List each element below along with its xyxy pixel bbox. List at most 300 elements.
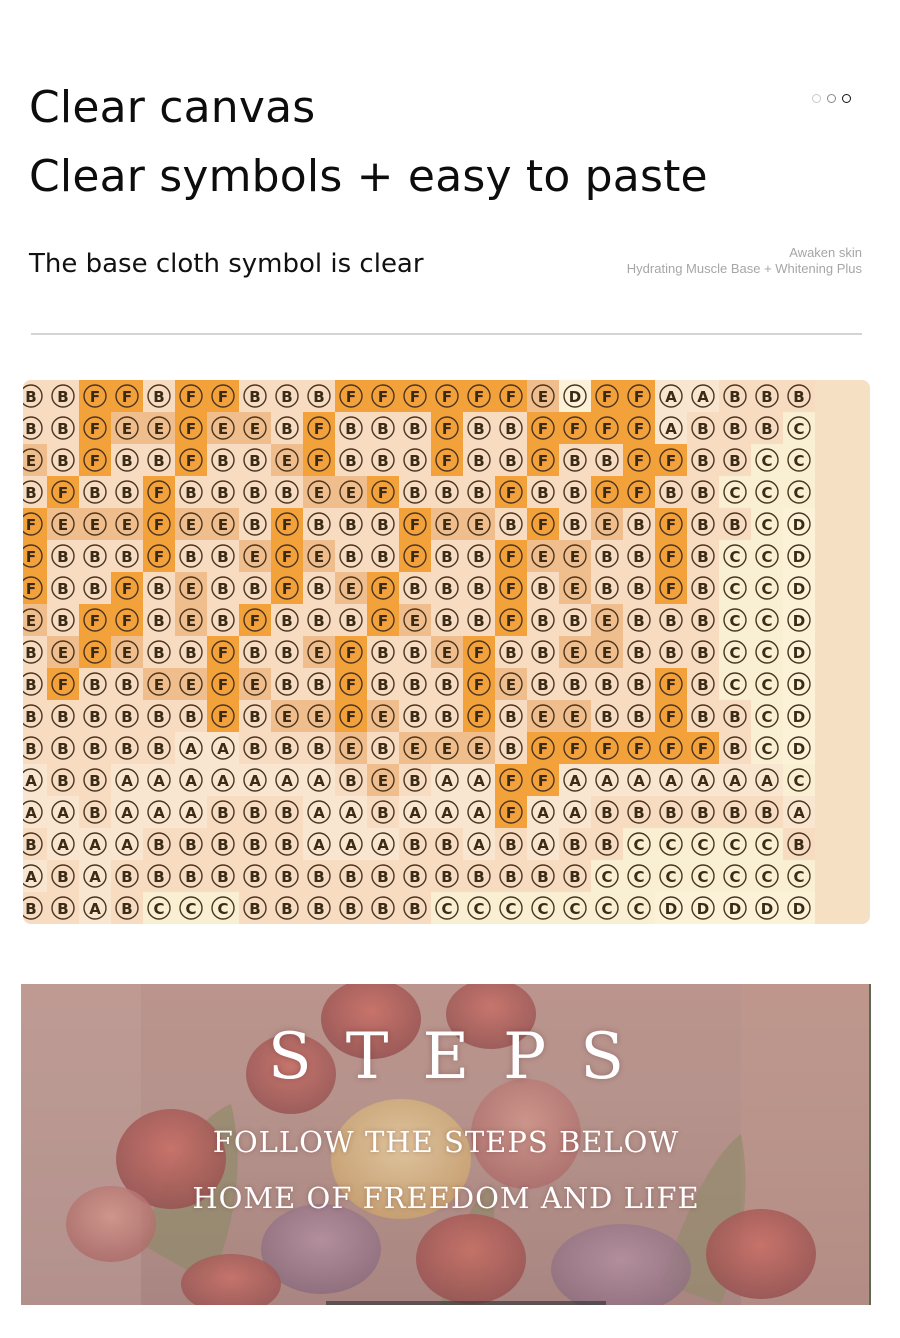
grid-symbol-letter: D [792,580,806,598]
grid-symbol-letter: F [601,484,613,502]
grid-symbol-letter: F [377,580,389,598]
grid-symbol-letter: F [121,612,133,630]
grid-symbol-letter: F [25,548,37,566]
grid-symbol-letter: B [473,484,485,502]
grid-symbol-letter: E [249,548,261,566]
grid-symbol-letter: A [697,772,709,790]
grid-symbol-letter: B [569,868,581,886]
grid-symbol-letter: B [409,420,421,438]
grid-symbol-letter: F [537,452,549,470]
grid-symbol-letter: B [601,708,613,726]
grid-symbol-letter: D [792,900,806,918]
grid-symbol-letter: F [569,420,581,438]
grid-symbol-letter: B [57,580,69,598]
grid-symbol-letter: F [505,612,517,630]
grid-symbol-letter: F [89,644,101,662]
grid-symbol-letter: F [601,740,613,758]
grid-symbol-letter: B [345,612,357,630]
grid-symbol-letter: F [601,420,613,438]
grid-symbol-letter: B [441,548,453,566]
grid-symbol-letter: B [281,388,293,406]
steps-line-1: FOLLOW THE STEPS BELOW [212,1125,680,1159]
grid-symbol-letter: E [313,548,325,566]
grid-symbol-letter: B [25,740,37,758]
grid-symbol-letter: A [377,836,389,854]
grid-symbol-letter: C [537,900,549,918]
grid-symbol-letter: B [409,644,421,662]
grid-symbol-letter: F [89,388,101,406]
grid-symbol-letter: C [761,708,773,726]
grid-symbol-letter: B [761,388,773,406]
grid-symbol-letter: C [601,868,613,886]
grid-symbol-letter: F [665,452,677,470]
grid-symbol-letter: B [185,644,197,662]
grid-symbol-letter: B [537,612,549,630]
grid-symbol-letter: B [409,900,421,918]
grid-symbol-letter: B [89,804,101,822]
grid-symbol-letter: F [633,452,645,470]
pager-dot-2[interactable] [827,94,836,103]
grid-symbol-letter: B [217,484,229,502]
grid-symbol-letter: A [185,772,197,790]
grid-symbol-letter: B [153,452,165,470]
grid-symbol-letter: B [25,420,37,438]
grid-symbol-letter: B [473,580,485,598]
grid-symbol-letter: A [665,388,677,406]
grid-symbol-letter: B [57,900,69,918]
grid-symbol-letter: A [761,772,773,790]
grid-symbol-letter: A [121,836,133,854]
grid-symbol-letter: A [57,836,69,854]
grid-symbol-letter: F [505,580,517,598]
grid-symbol-letter: E [313,708,325,726]
grid-symbol-letter: E [409,612,421,630]
steps-banner [21,984,871,1305]
grid-symbol-letter: B [89,740,101,758]
grid-symbol-letter: B [377,740,389,758]
grid-symbol-letter: B [377,644,389,662]
grid-symbol-letter: B [729,740,741,758]
grid-symbol-letter: C [217,900,229,918]
grid-symbol-letter: C [761,452,773,470]
grid-symbol-letter: B [569,484,581,502]
grid-symbol-letter: A [185,740,197,758]
divider [31,333,862,335]
grid-symbol-letter: D [728,900,742,918]
grid-symbol-letter: C [761,612,773,630]
grid-symbol-letter: A [601,772,613,790]
grid-symbol-letter: F [473,676,485,694]
grid-symbol-letter: F [121,580,133,598]
grid-symbol-letter: E [217,516,229,534]
grid-symbol-letter: B [697,644,709,662]
grid-symbol-letter: C [729,612,741,630]
grid-symbol-letter: A [665,772,677,790]
grid-symbol-letter: B [697,452,709,470]
grid-symbol-letter: B [505,740,517,758]
grid-symbol-letter: F [345,676,357,694]
grid-symbol-letter: E [25,612,37,630]
grid-symbol-letter: E [537,548,549,566]
grid-symbol-letter: B [249,804,261,822]
grid-symbol-letter: B [729,452,741,470]
grid-symbol-letter: B [601,836,613,854]
grid-symbol-letter: B [345,548,357,566]
grid-symbol-letter: C [729,868,741,886]
grid-symbol-letter: F [57,484,69,502]
grid-symbol-letter: B [473,452,485,470]
grid-symbol-letter: D [792,516,806,534]
grid-symbol-letter: D [568,388,582,406]
grid-symbol-letter: A [793,804,805,822]
pager-dot-3[interactable] [842,94,851,103]
grid-symbol-letter: B [601,580,613,598]
grid-symbol-letter: B [57,548,69,566]
grid-symbol-letter: D [792,740,806,758]
grid-symbol-letter: F [665,548,677,566]
grid-symbol-letter: B [25,900,37,918]
grid-symbol-letter: E [153,420,165,438]
grid-symbol-letter: B [217,804,229,822]
grid-symbol-letter: B [697,708,709,726]
grid-symbol-letter: C [569,900,581,918]
grid-symbol-letter: C [761,676,773,694]
grid-symbol-letter: F [665,740,677,758]
grid-symbol-letter: F [57,676,69,694]
grid-symbol-letter: D [792,676,806,694]
grid-symbol-letter: B [57,740,69,758]
grid-symbol-letter: B [25,388,37,406]
grid-symbol-letter: B [313,868,325,886]
grid-symbol-letter: E [345,580,357,598]
grid-symbol-letter: B [601,676,613,694]
grid-symbol-letter: F [537,516,549,534]
grid-symbol-letter: C [793,772,805,790]
grid-symbol-letter: B [569,836,581,854]
grid-symbol-letter: B [89,708,101,726]
grid-symbol-letter: F [441,388,453,406]
grid-symbol-letter: F [601,388,613,406]
grid-symbol-letter: B [665,644,677,662]
symbol-grid-svg [23,380,870,924]
grid-symbol-letter: B [153,388,165,406]
grid-symbol-letter: E [537,388,549,406]
grid-symbol-letter: B [249,388,261,406]
grid-symbol-letter: B [281,740,293,758]
grid-symbol-letter: C [729,580,741,598]
grid-symbol-letter: B [409,676,421,694]
grid-symbol-letter: F [697,740,709,758]
grid-symbol-letter: B [601,452,613,470]
grid-symbol-letter: C [761,484,773,502]
grid-symbol-letter: B [569,452,581,470]
grid-symbol-letter: B [697,676,709,694]
grid-symbol-letter: B [217,836,229,854]
grid-symbol-letter: B [729,516,741,534]
grid-symbol-letter: B [377,452,389,470]
grid-symbol-letter: B [345,420,357,438]
canvas-symbol-grid [23,380,870,924]
grid-symbol-letter: B [537,868,549,886]
grid-symbol-letter: B [25,676,37,694]
grid-symbol-letter: B [441,580,453,598]
grid-symbol-letter: C [729,484,741,502]
grid-symbol-letter: C [441,900,453,918]
grid-symbol-letter: A [473,772,485,790]
grid-symbol-letter: E [217,420,229,438]
grid-symbol-letter: F [665,580,677,598]
grid-symbol-letter: B [441,612,453,630]
grid-symbol-letter: E [473,740,485,758]
grid-symbol-letter: D [792,644,806,662]
grid-symbol-letter: F [153,484,165,502]
grid-symbol-letter: F [217,644,229,662]
grid-symbol-letter: E [25,452,37,470]
grid-symbol-letter: D [792,708,806,726]
grid-symbol-letter: F [185,388,197,406]
grid-symbol-letter: F [345,388,357,406]
grid-symbol-letter: B [185,868,197,886]
grid-symbol-letter: B [313,612,325,630]
grid-symbol-letter: B [665,612,677,630]
grid-symbol-letter: B [473,612,485,630]
grid-symbol-letter: E [505,676,517,694]
grid-symbol-letter: B [313,900,325,918]
grid-symbol-letter: B [441,836,453,854]
grid-symbol-letter: B [153,868,165,886]
grid-symbol-letter: A [25,772,37,790]
grid-symbol-letter: D [760,900,774,918]
grid-symbol-letter: C [665,868,677,886]
grid-symbol-letter: B [313,388,325,406]
grid-symbol-letter: B [697,420,709,438]
grid-symbol-letter: B [345,900,357,918]
grid-symbol-letter: F [537,420,549,438]
grid-symbol-letter: F [633,484,645,502]
grid-symbol-letter: A [25,804,37,822]
grid-symbol-letter: B [249,484,261,502]
grid-symbol-letter: B [121,740,133,758]
grid-symbol-letter: A [537,804,549,822]
grid-symbol-letter: B [569,676,581,694]
grid-symbol-letter: B [25,708,37,726]
grid-symbol-letter: F [313,420,325,438]
grid-symbol-letter: B [89,676,101,694]
grid-symbol-letter: B [89,580,101,598]
grid-symbol-letter: F [249,612,261,630]
grid-symbol-letter: B [697,804,709,822]
grid-symbol-letter: F [185,452,197,470]
grid-symbol-letter: A [249,772,261,790]
grid-symbol-letter: E [89,516,101,534]
grid-symbol-letter: A [313,772,325,790]
grid-symbol-letter: F [377,484,389,502]
grid-symbol-letter: B [281,676,293,694]
grid-symbol-letter: B [345,772,357,790]
grid-symbol-letter: B [409,580,421,598]
grid-symbol-letter: B [697,516,709,534]
grid-symbol-letter: B [121,548,133,566]
grid-symbol-letter: E [441,740,453,758]
grid-symbol-letter: B [57,868,69,886]
grid-symbol-letter: F [89,452,101,470]
grid-symbol-letter: F [313,452,325,470]
grid-symbol-letter: A [729,772,741,790]
grid-symbol-letter: F [569,740,581,758]
grid-symbol-letter: F [665,516,677,534]
grid-symbol-letter: D [664,900,678,918]
grid-symbol-letter: A [57,804,69,822]
grid-symbol-letter: F [377,612,389,630]
grid-symbol-letter: A [153,804,165,822]
grid-symbol-letter: B [281,868,293,886]
grid-symbol-letter: C [729,836,741,854]
grid-symbol-letter: B [441,484,453,502]
grid-symbol-letter: F [25,580,37,598]
grid-symbol-letter: A [25,868,37,886]
grid-symbol-letter: E [569,708,581,726]
grid-symbol-letter: B [505,644,517,662]
grid-symbol-letter: B [697,548,709,566]
grid-symbol-letter: E [57,516,69,534]
grid-symbol-letter: B [601,548,613,566]
grid-symbol-letter: A [185,804,197,822]
grid-symbol-letter: B [409,772,421,790]
grid-symbol-letter: F [537,772,549,790]
grid-symbol-letter: B [89,772,101,790]
grid-symbol-letter: A [313,836,325,854]
grid-symbol-letter: F [217,676,229,694]
grid-symbol-letter: B [153,612,165,630]
grid-symbol-letter: B [249,900,261,918]
grid-symbol-letter: B [185,708,197,726]
grid-symbol-letter: B [153,836,165,854]
grid-symbol-letter: B [377,868,389,886]
grid-symbol-letter: E [537,708,549,726]
grid-symbol-letter: B [793,836,805,854]
grid-symbol-letter: A [473,836,485,854]
grid-symbol-letter: B [505,452,517,470]
grid-symbol-letter: F [633,388,645,406]
grid-symbol-letter: B [153,644,165,662]
grid-symbol-letter: B [313,676,325,694]
steps-title: STEPS [267,1020,659,1094]
grid-symbol-letter: F [281,580,293,598]
grid-symbol-letter: B [217,548,229,566]
grid-symbol-letter: F [505,772,517,790]
grid-symbol-letter: A [633,772,645,790]
grid-symbol-letter: B [89,484,101,502]
grid-symbol-letter: E [121,516,133,534]
grid-symbol-letter: B [345,868,357,886]
grid-symbol-letter: F [345,708,357,726]
grid-symbol-letter: A [537,836,549,854]
grid-symbol-letter: B [217,612,229,630]
grid-symbol-letter: F [185,420,197,438]
grid-symbol-letter: B [57,452,69,470]
grid-symbol-letter: C [697,836,709,854]
grid-symbol-letter: C [761,516,773,534]
grid-symbol-letter: B [761,420,773,438]
grid-symbol-letter: B [409,708,421,726]
grid-symbol-letter: B [345,452,357,470]
headline-line-2: Clear symbols + easy to paste [29,151,708,202]
grid-symbol-letter: C [473,900,485,918]
grid-symbol-letter: F [409,388,421,406]
grid-symbol-letter: E [57,644,69,662]
steps-line-2: HOME OF FREEDOM AND LIFE [192,1181,700,1215]
grid-symbol-letter: F [409,548,421,566]
grid-symbol-letter: A [409,804,421,822]
grid-symbol-letter: B [633,804,645,822]
grid-symbol-letter: E [185,612,197,630]
grid-symbol-letter: A [121,804,133,822]
grid-symbol-letter: C [729,676,741,694]
grid-symbol-letter: C [185,900,197,918]
grid-symbol-letter: B [633,644,645,662]
grid-symbol-letter: C [761,580,773,598]
grid-symbol-letter: C [761,548,773,566]
grid-symbol-letter: E [441,644,453,662]
grid-symbol-letter: F [473,388,485,406]
grid-symbol-letter: E [313,644,325,662]
grid-symbol-letter: C [761,868,773,886]
grid-symbol-letter: E [377,772,389,790]
grid-symbol-letter: B [633,708,645,726]
grid-symbol-letter: F [89,420,101,438]
grid-symbol-letter: B [409,868,421,886]
grid-symbol-letter: E [569,644,581,662]
grid-symbol-letter: B [633,612,645,630]
grid-symbol-letter: E [281,452,293,470]
grid-symbol-letter: F [505,388,517,406]
grid-symbol-letter: F [633,740,645,758]
grid-symbol-letter: B [217,580,229,598]
pager-dot-1[interactable] [812,94,821,103]
grid-symbol-letter: F [505,548,517,566]
grid-symbol-letter: B [249,708,261,726]
grid-symbol-letter: B [377,516,389,534]
grid-symbol-letter: A [441,804,453,822]
grid-symbol-letter: B [249,836,261,854]
grid-symbol-letter: B [57,772,69,790]
grid-symbol-letter: B [409,452,421,470]
grid-symbol-letter: A [217,772,229,790]
grid-symbol-letter: C [793,484,805,502]
grid-symbol-letter: C [761,836,773,854]
grid-symbol-letter: B [57,388,69,406]
grid-symbol-letter: D [792,612,806,630]
grid-symbol-letter: F [217,388,229,406]
grid-symbol-letter: B [601,804,613,822]
grid-symbol-letter: C [761,644,773,662]
grid-symbol-letter: F [281,516,293,534]
grid-symbol-letter: C [793,420,805,438]
grid-symbol-letter: B [121,868,133,886]
grid-symbol-letter: B [569,516,581,534]
grid-symbol-letter: B [185,484,197,502]
grid-symbol-letter: B [377,900,389,918]
grid-symbol-letter: B [729,388,741,406]
grid-symbol-letter: B [249,516,261,534]
grid-symbol-letter: B [697,580,709,598]
grid-symbol-letter: B [633,548,645,566]
grid-symbol-letter: A [121,772,133,790]
grid-symbol-letter: F [89,612,101,630]
grid-symbol-letter: C [729,548,741,566]
pager-dots [812,94,851,103]
grid-symbol-letter: A [153,772,165,790]
